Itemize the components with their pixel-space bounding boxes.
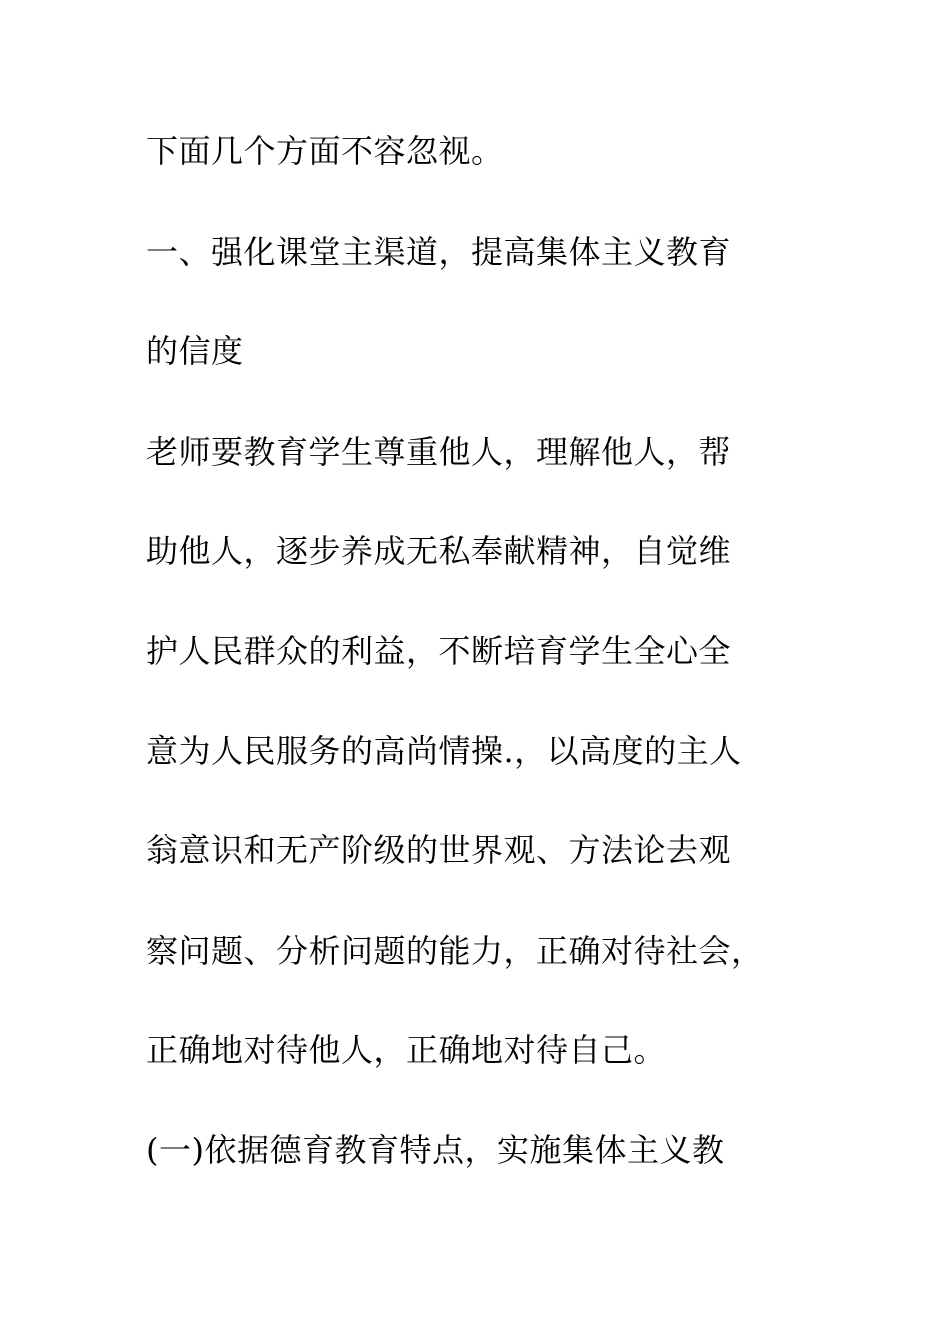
text-line-10: 正确地对待他人，正确地对待自己。 — [146, 1031, 667, 1069]
section-heading-line-2: 的信度 — [146, 332, 244, 370]
text-line-9: 察问题、分析问题的能力，正确对待社会， — [146, 932, 764, 970]
text-line-7: 意为人民服务的高尚情操.，以高度的主人 — [146, 732, 742, 770]
text-line-8: 翁意识和无产阶级的世界观、方法论去观 — [146, 831, 732, 869]
section-heading-line-1: 一、强化课堂主渠道，提高集体主义教育 — [146, 233, 732, 271]
subsection-heading-line: (一)依据德育教育特点，实施集体主义教 — [146, 1131, 725, 1169]
text-line-1: 下面几个方面不容忽视。 — [146, 132, 504, 170]
text-line-6: 护人民群众的利益，不断培育学生全心全 — [146, 632, 732, 670]
text-line-4: 老师要教育学生尊重他人，理解他人，帮 — [146, 433, 732, 471]
text-line-5: 助他人，逐步养成无私奉献精神，自觉维 — [146, 532, 732, 570]
